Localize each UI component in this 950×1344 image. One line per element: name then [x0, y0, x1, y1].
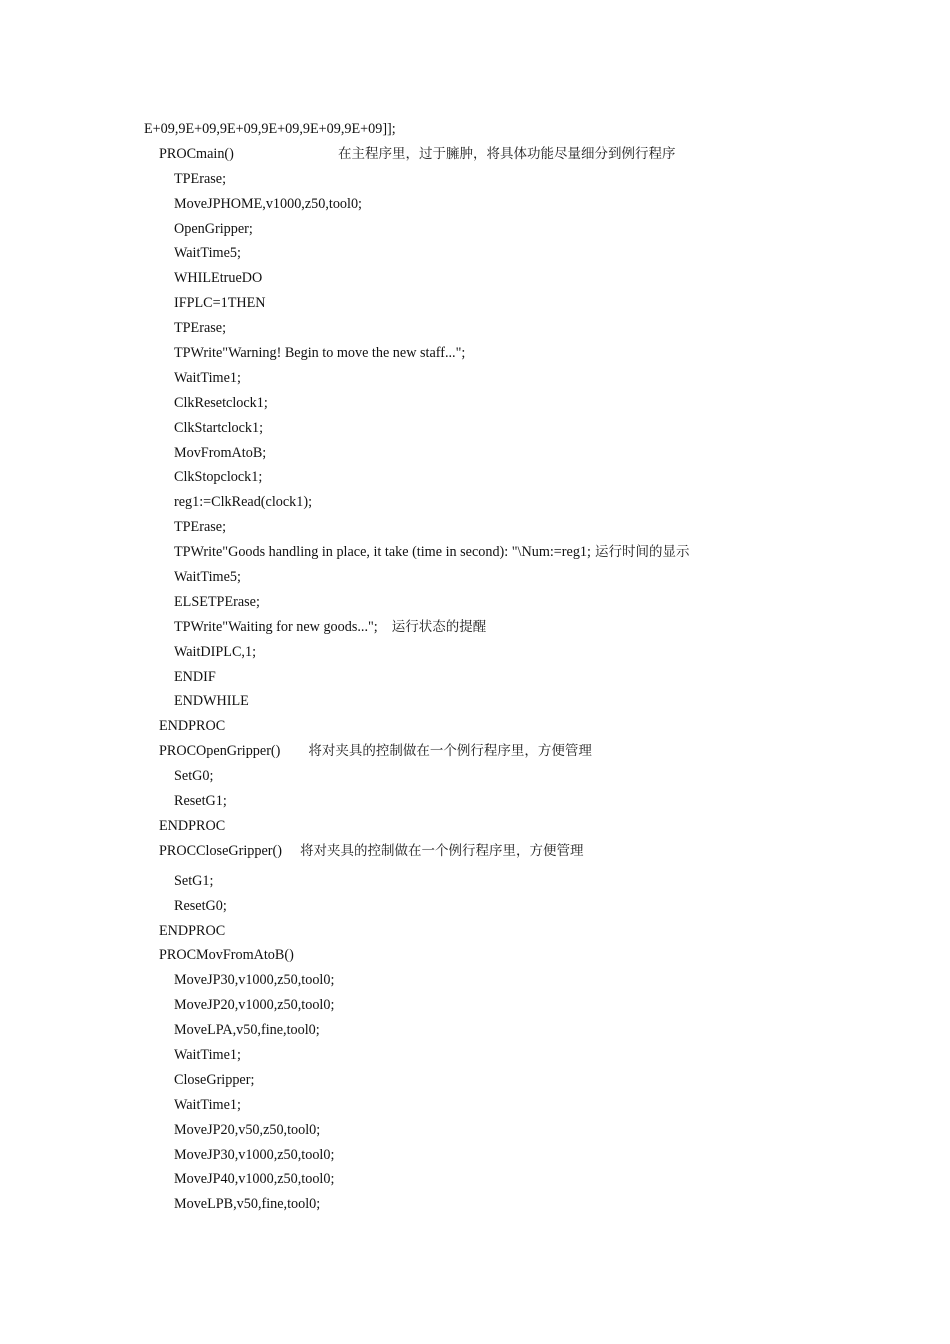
code-line	[0, 515, 950, 540]
code-line	[0, 366, 950, 391]
code-line	[0, 192, 950, 217]
code-text: MoveLPB,v50,fine,tool0;	[174, 1196, 321, 1213]
code-text: CloseGripper;	[174, 1071, 255, 1088]
code-text: ENDIF	[174, 668, 216, 685]
code-line	[0, 789, 950, 814]
code-line	[0, 839, 950, 864]
code-text: TPWrite"Waiting for new goods...";	[174, 618, 378, 635]
code-text: ClkStopclock1;	[174, 469, 263, 486]
code-comment: 在主程序里，过于臃肿，将具体功能尽量细分到例行程序	[338, 145, 676, 162]
code-text: MoveJP20,v1000,z50,tool0;	[174, 997, 335, 1014]
code-line	[0, 167, 950, 192]
code-text: TPErase;	[174, 170, 227, 187]
code-text: MoveJP30,v1000,z50,tool0;	[174, 972, 335, 989]
code-line	[0, 590, 950, 615]
code-text: ClkStartclock1;	[174, 419, 264, 436]
code-comment: 运行时间的显示	[594, 544, 690, 561]
code-line	[0, 241, 950, 266]
code-text: WaitTime5;	[174, 245, 241, 262]
code-line	[0, 1143, 950, 1168]
code-line	[0, 316, 950, 341]
code-text: WHILEtrueDO	[174, 270, 263, 287]
code-line	[0, 919, 950, 944]
code-line	[0, 689, 950, 714]
code-line	[0, 266, 950, 291]
code-line	[0, 565, 950, 590]
code-comment: 运行状态的提醒	[391, 618, 487, 635]
code-text: WaitTime1;	[174, 1096, 241, 1113]
code-text: PROCOpenGripper()	[159, 743, 281, 760]
code-text: E+09,9E+09,9E+09,9E+09,9E+09,9E+09]];	[144, 121, 396, 137]
code-text: ENDPROC	[159, 718, 226, 735]
code-line	[0, 441, 950, 466]
code-text: PROCMovFromAtoB()	[159, 947, 294, 964]
code-text: IFPLC=1THEN	[174, 295, 266, 312]
code-line	[0, 391, 950, 416]
code-text: ENDPROC	[159, 817, 226, 834]
code-line	[0, 814, 950, 839]
code-text: MovFromAtoB;	[174, 444, 267, 461]
code-line	[0, 714, 950, 739]
code-line	[0, 291, 950, 316]
code-text: ELSETPErase;	[174, 593, 260, 610]
code-text: WaitTime1;	[174, 369, 241, 386]
code-text: TPErase;	[174, 519, 227, 536]
code-text: MoveJP40,v1000,z50,tool0;	[174, 1171, 335, 1188]
code-text: MoveLPA,v50,fine,tool0;	[174, 1022, 320, 1039]
code-text: WaitTime1;	[174, 1046, 241, 1063]
rapid-code-listing	[0, 117, 950, 1217]
code-line	[0, 615, 950, 640]
code-comment: 将对夹具的控制做在一个例行程序里，方便管理	[299, 842, 584, 859]
code-line	[0, 1018, 950, 1043]
code-line	[0, 640, 950, 665]
code-text: OpenGripper;	[174, 220, 253, 237]
code-line	[0, 1068, 950, 1093]
code-comment: 将对夹具的控制做在一个例行程序里，方便管理	[308, 743, 592, 760]
code-line	[0, 1118, 950, 1143]
code-line	[0, 739, 950, 764]
code-text: MoveJPHOME,v1000,z50,tool0;	[174, 195, 362, 212]
code-text: MoveJP30,v1000,z50,tool0;	[174, 1146, 335, 1163]
code-line	[0, 1043, 950, 1068]
code-text: ClkResetclock1;	[174, 394, 268, 411]
code-line	[0, 217, 950, 242]
code-text: PROCCloseGripper()	[159, 842, 282, 859]
code-line	[0, 869, 950, 894]
code-line	[0, 465, 950, 490]
code-line	[0, 490, 950, 515]
code-line	[0, 117, 950, 142]
code-text: SetG0;	[174, 768, 214, 785]
code-line	[0, 894, 950, 919]
code-line	[0, 540, 950, 565]
code-line	[0, 1093, 950, 1118]
code-line	[0, 993, 950, 1018]
code-line	[0, 764, 950, 789]
code-line	[0, 1192, 950, 1217]
code-text: reg1:=ClkRead(clock1);	[174, 494, 313, 511]
code-text: TPWrite"Goods handling in place, it take (time in second): "\Num:=reg1;	[174, 544, 591, 561]
code-text: WaitTime5;	[174, 569, 241, 586]
code-text: ResetG0;	[174, 897, 227, 914]
code-text: ENDPROC	[159, 922, 226, 939]
code-line	[0, 968, 950, 993]
code-line	[0, 341, 950, 366]
code-line	[0, 1167, 950, 1192]
code-text: TPWrite"Warning! Begin to move the new staff...";	[174, 345, 466, 362]
code-text: SetG1;	[174, 872, 214, 889]
code-text: ENDWHILE	[174, 693, 249, 710]
code-text: ResetG1;	[174, 793, 227, 810]
code-text: WaitDIPLC,1;	[174, 643, 257, 660]
code-line	[0, 943, 950, 968]
code-line	[0, 142, 950, 167]
code-text: TPErase;	[174, 320, 227, 337]
code-line	[0, 665, 950, 690]
code-text: MoveJP20,v50,z50,tool0;	[174, 1121, 321, 1138]
code-text: PROCmain()	[159, 145, 234, 162]
code-line	[0, 416, 950, 441]
